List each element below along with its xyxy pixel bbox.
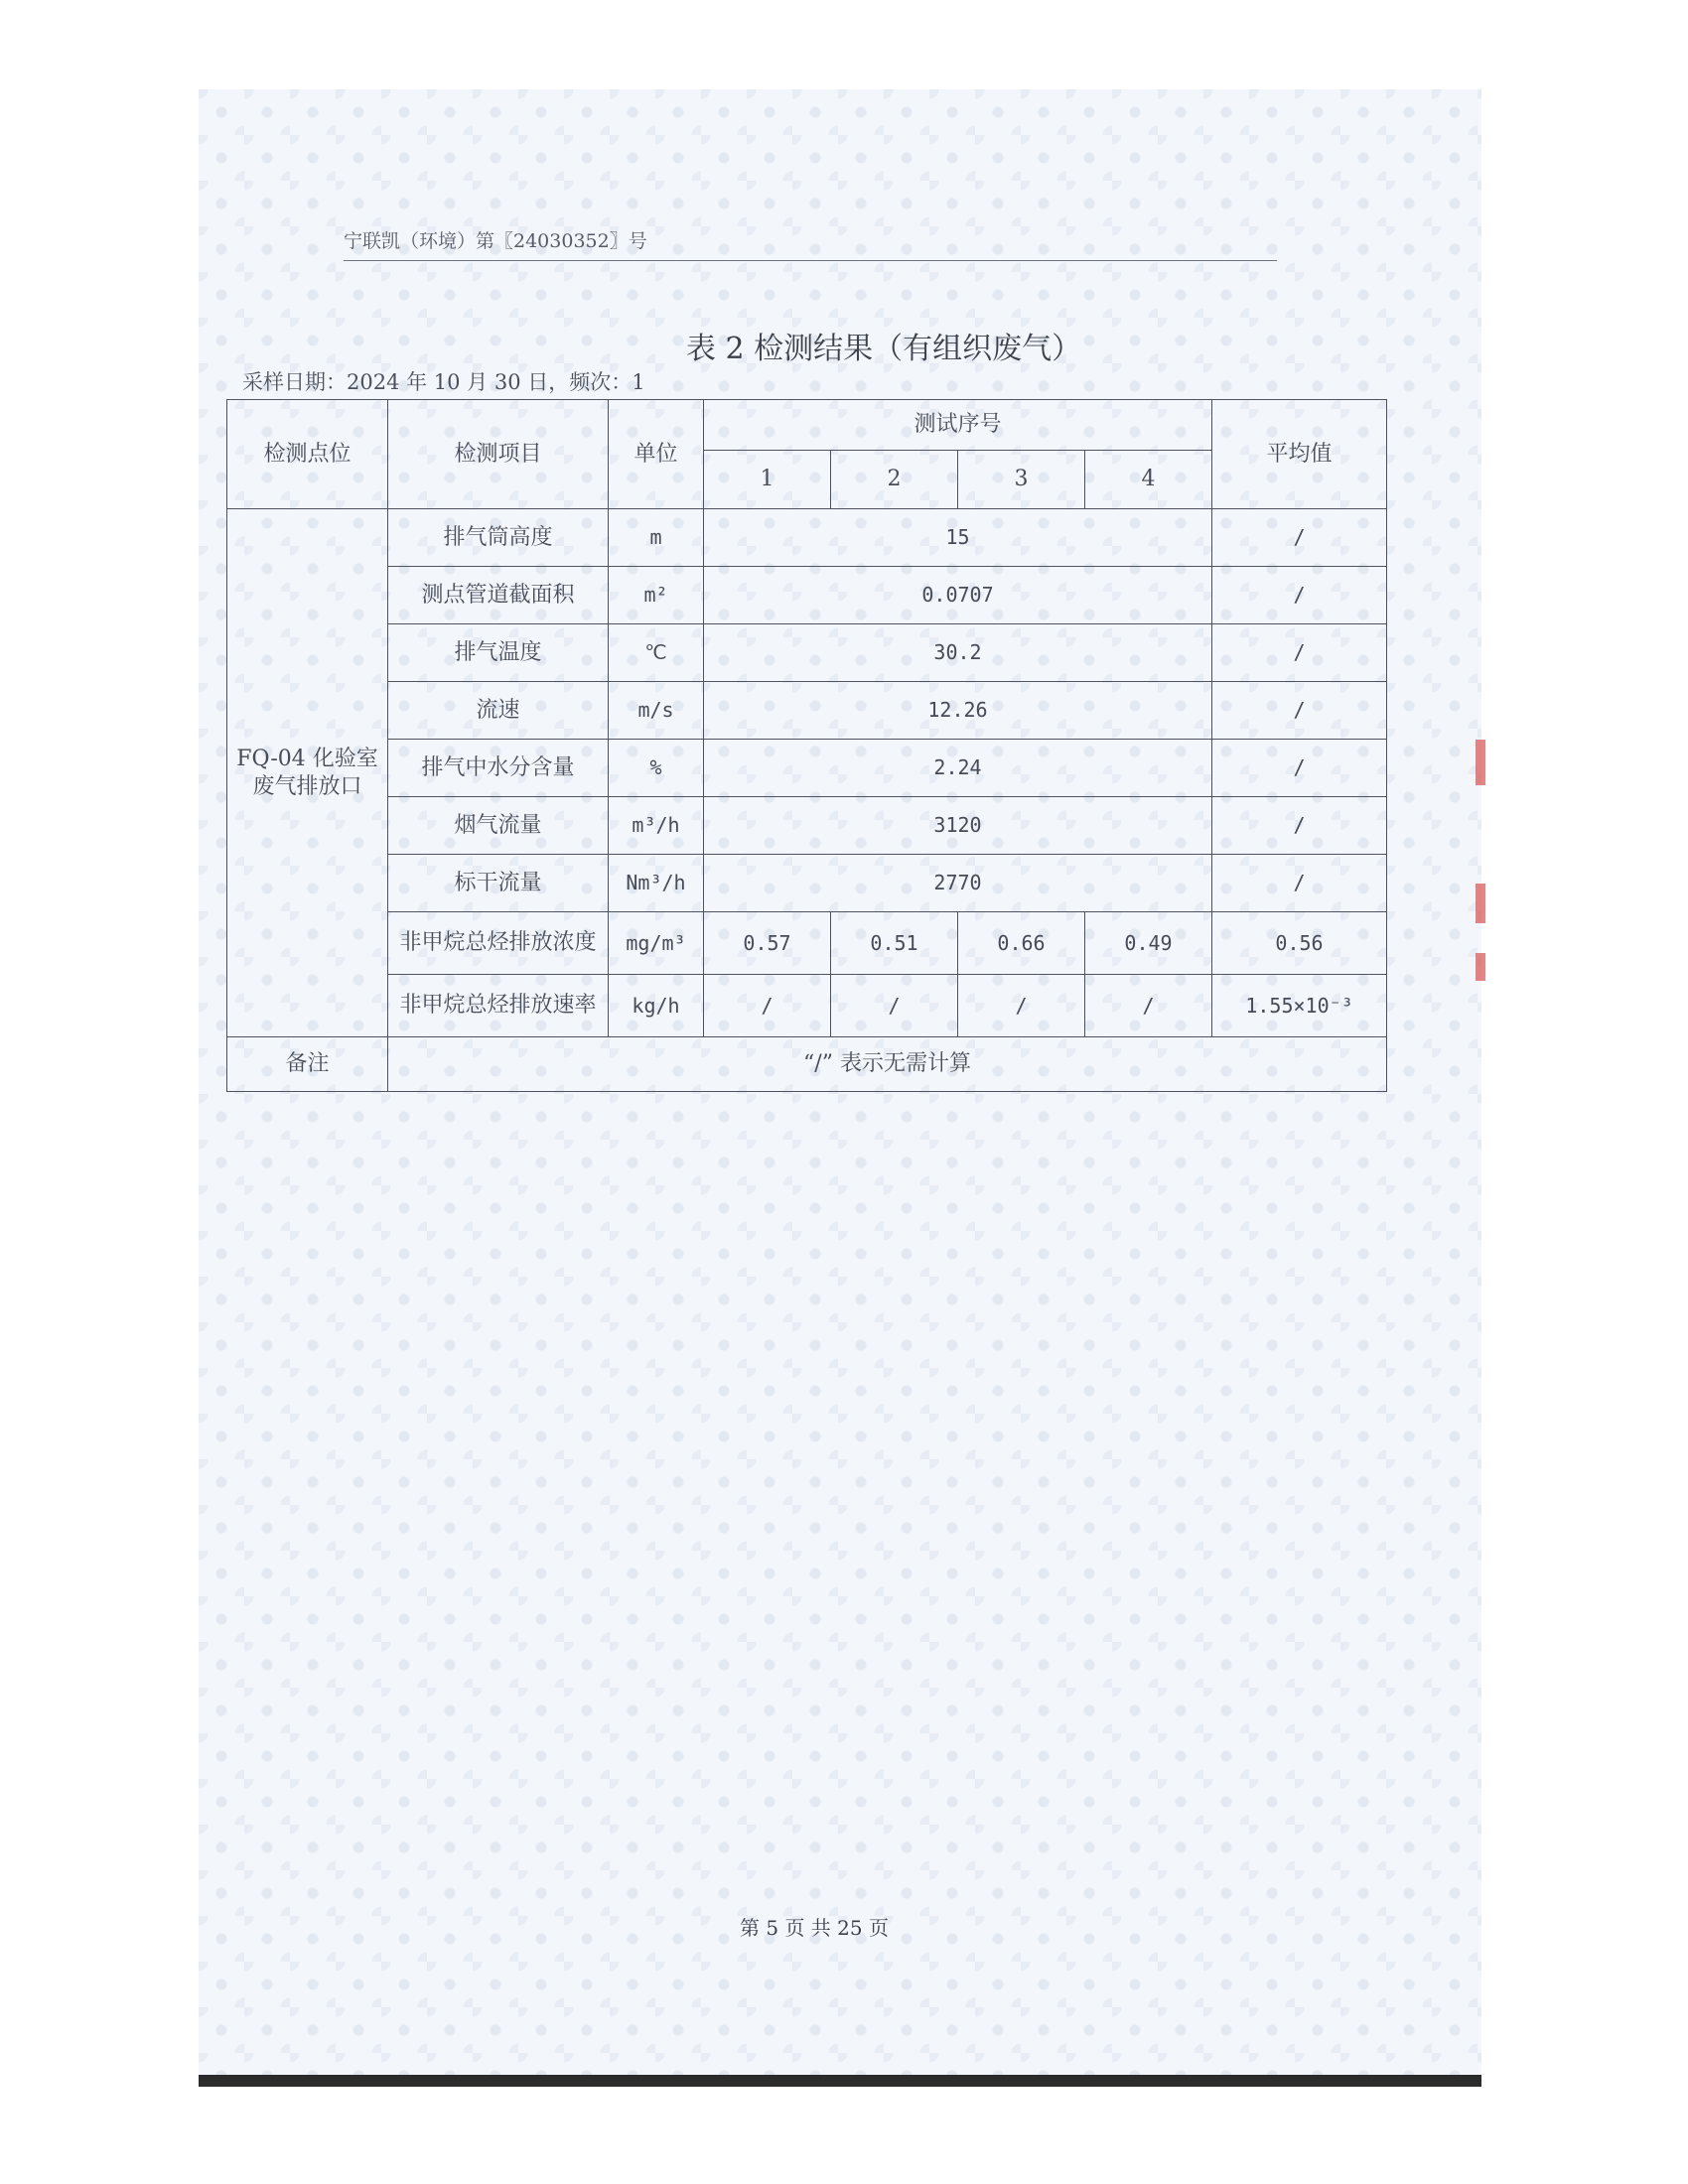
unit-cell: m² [609, 567, 704, 624]
table-row [227, 855, 1387, 912]
table-row [227, 797, 1387, 855]
note-text: “/” 表示无需计算 [388, 1037, 1387, 1092]
test-1-cell: 0.57 [704, 912, 831, 975]
seal-fragment [1476, 953, 1485, 981]
item-cell: 测点管道截面积 [388, 567, 609, 624]
avg-cell: 0.56 [1212, 912, 1387, 975]
avg-cell: / [1212, 509, 1387, 567]
avg-cell: / [1212, 797, 1387, 855]
item-cell: 烟气流量 [388, 797, 609, 855]
unit-cell: m [609, 509, 704, 567]
value-cell: 2.24 [704, 740, 1212, 797]
table-title: 表 2 检测结果（有组织废气） [685, 332, 1082, 366]
col-header-test-2: 2 [831, 451, 958, 509]
table-row [227, 740, 1387, 797]
item-cell: 标干流量 [388, 855, 609, 912]
test-2-cell: / [831, 975, 958, 1037]
col-header-test-1: 1 [704, 451, 831, 509]
results-table [226, 399, 1387, 1092]
page-number: 第 5 页 共 25 页 [740, 1916, 889, 1940]
sampling-info: 采样日期：2024 年 10 月 30 日，频次：1 [242, 370, 645, 394]
avg-cell: / [1212, 855, 1387, 912]
table-row [227, 567, 1387, 624]
unit-cell: % [609, 740, 704, 797]
col-header-point: 检测点位 [227, 400, 388, 509]
table-row [227, 624, 1387, 682]
avg-cell: / [1212, 682, 1387, 740]
value-cell: 15 [704, 509, 1212, 567]
avg-cell: / [1212, 567, 1387, 624]
col-header-item: 检测项目 [388, 400, 609, 509]
item-cell: 非甲烷总烃排放速率 [388, 975, 609, 1037]
col-header-test-no: 测试序号 [704, 400, 1212, 451]
col-header-test-4: 4 [1085, 451, 1212, 509]
report-number: 宁联凯（环境）第〖24030352〗号 [344, 230, 647, 252]
unit-cell: mg/m³ [609, 912, 704, 975]
item-cell: 非甲烷总烃排放浓度 [388, 912, 609, 975]
seal-fragment [1476, 740, 1485, 785]
value-cell: 3120 [704, 797, 1212, 855]
test-4-cell: 0.49 [1085, 912, 1212, 975]
note-row [227, 1037, 1387, 1092]
unit-cell: m/s [609, 682, 704, 740]
test-3-cell: 0.66 [958, 912, 1085, 975]
monitoring-point: FQ-04 化验室废气排放口 [227, 509, 388, 1037]
item-cell: 排气中水分含量 [388, 740, 609, 797]
item-cell: 排气温度 [388, 624, 609, 682]
col-header-unit: 单位 [609, 400, 704, 509]
test-1-cell: / [704, 975, 831, 1037]
unit-cell: ℃ [609, 624, 704, 682]
value-cell: 30.2 [704, 624, 1212, 682]
test-3-cell: / [958, 975, 1085, 1037]
value-cell: 0.0707 [704, 567, 1212, 624]
avg-cell: / [1212, 740, 1387, 797]
unit-cell: Nm³/h [609, 855, 704, 912]
table-row [227, 975, 1387, 1037]
col-header-test-3: 3 [958, 451, 1085, 509]
unit-cell: m³/h [609, 797, 704, 855]
unit-cell: kg/h [609, 975, 704, 1037]
table-row [227, 682, 1387, 740]
avg-cell: 1.55×10⁻³ [1212, 975, 1387, 1037]
note-label: 备注 [227, 1037, 388, 1092]
test-4-cell: / [1085, 975, 1212, 1037]
table-row [227, 509, 1387, 567]
scan-edge [199, 2075, 1481, 2087]
header-row [227, 400, 1387, 451]
test-2-cell: 0.51 [831, 912, 958, 975]
header-divider [344, 260, 1277, 261]
col-header-avg: 平均值 [1212, 400, 1387, 509]
value-cell: 2770 [704, 855, 1212, 912]
avg-cell: / [1212, 624, 1387, 682]
item-cell: 流速 [388, 682, 609, 740]
item-cell: 排气筒高度 [388, 509, 609, 567]
seal-fragment [1476, 884, 1485, 923]
value-cell: 12.26 [704, 682, 1212, 740]
table-row [227, 912, 1387, 975]
